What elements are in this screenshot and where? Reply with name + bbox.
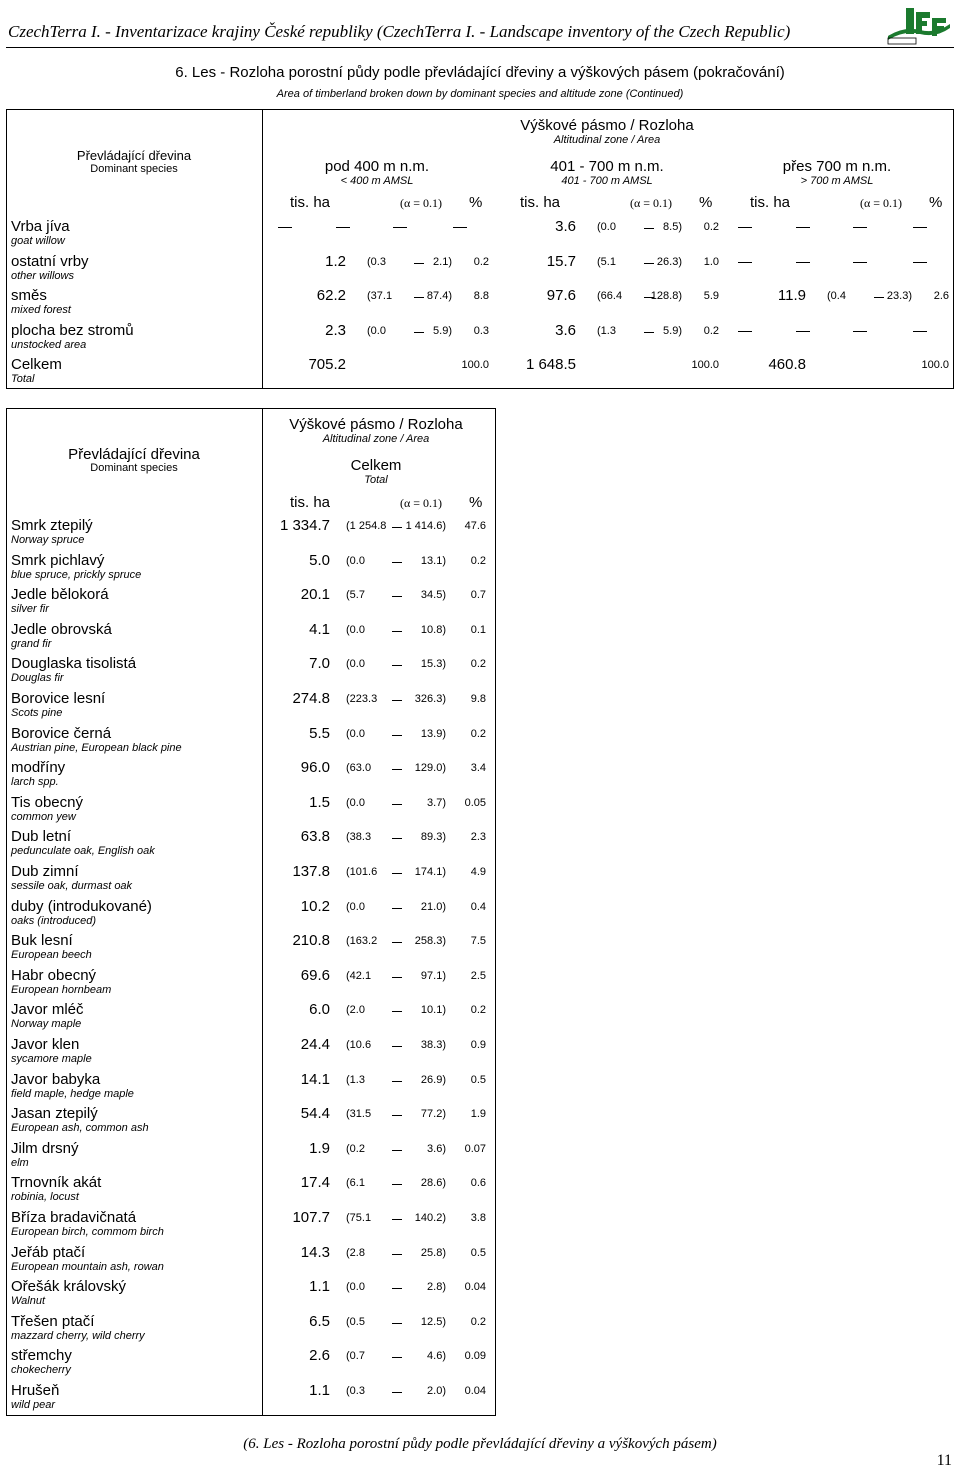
table1-col-alpha: (α = 0.1)	[630, 196, 673, 210]
table1-cell-ci-low: (66.4	[597, 290, 623, 302]
table1-col-tis: tis. ha	[290, 194, 331, 211]
table1-row-label: Vrba jíva	[11, 218, 70, 235]
table1-col-tis: tis. ha	[520, 194, 561, 211]
table2-cell-ci-low: (1 254.8	[346, 520, 387, 532]
table2-cell-pct: 1.9	[470, 1108, 486, 1121]
table2-row-label: Trnovník akát	[11, 1174, 102, 1192]
table2-cell-ci-low: (0.0	[346, 1281, 365, 1294]
table2-row-sublabel: blue spruce, prickly spruce	[11, 568, 142, 581]
table1-cell-pct: 0.3	[473, 324, 489, 337]
table1-cell-ci-low: (0.0	[597, 221, 616, 233]
table2-cell-ci-low: (223.3	[346, 693, 378, 705]
table1-row-sublabel: other willows	[11, 269, 74, 282]
table1-col-alpha: (α = 0.1)	[400, 196, 443, 210]
table2-row-label: Jeřáb ptačí	[11, 1243, 86, 1261]
table2-cell-ci-high: 97.1)	[420, 969, 446, 982]
table2-cell-pct: 47.6	[464, 520, 486, 532]
table2-cell-value: 6.0	[309, 1001, 330, 1019]
table1-cell-ci-low: (5.1	[597, 255, 616, 268]
table1-row-label: Celkem	[11, 356, 62, 373]
table1-cell-pct: 100.0	[921, 359, 949, 371]
table2-cell-ci-high: 89.3)	[420, 831, 446, 844]
table1-empty-dash	[913, 227, 927, 228]
table2-cell-value: 10.2	[300, 897, 330, 915]
table2-row-sublabel: field maple, hedge maple	[11, 1087, 134, 1100]
table1-col-tis: tis. ha	[750, 194, 791, 211]
table1-empty-dash	[853, 262, 867, 263]
table2-zone-header: Výškové pásmo / Rozloha	[289, 416, 463, 433]
table2-row-sublabel: robinia, locust	[11, 1191, 79, 1204]
table2-row-label: Habr obecný	[11, 966, 97, 984]
table1-empty-dash	[278, 227, 292, 228]
table2-col-pct: %	[469, 494, 483, 511]
table2-row-sublabel: grand fir	[11, 637, 52, 650]
table1-cell-pct: 0.2	[703, 221, 719, 233]
table2-row-sublabel: larch spp.	[11, 776, 59, 789]
table2-cell-pct: 2.3	[470, 831, 486, 844]
table2-row-sublabel: sessile oak, durmast oak	[11, 880, 133, 892]
table2-cell-ci-high: 3.6)	[427, 1142, 446, 1155]
table1-cell-pct: 100.0	[461, 359, 489, 371]
table1-row-sublabel: mixed forest	[11, 304, 71, 316]
table2-row-label: Ořešák královský	[11, 1278, 127, 1296]
table1-cell-ci-high: 26.3)	[656, 255, 682, 268]
table2-cell-ci-low: (0.0	[346, 796, 365, 809]
table2-row-sublabel: Scots pine	[11, 707, 63, 719]
table1-species-header: Převládající dřevina	[76, 148, 192, 163]
table2-cell-value: 1.5	[309, 793, 330, 811]
table2-cell-pct: 3.8	[470, 1212, 486, 1224]
table2-cell-value: 6.5	[309, 1312, 330, 1330]
table2-row-sublabel: European beech	[11, 949, 92, 962]
table1-zone-header-sub: Altitudinal zone / Area	[553, 134, 661, 146]
table2-cell-ci-high: 26.9)	[420, 1073, 446, 1086]
table2-cell-pct: 0.6	[470, 1177, 486, 1190]
table2-cell-ci-low: (0.0	[346, 623, 365, 636]
table1-empty-dash	[336, 227, 350, 228]
table2-row-sublabel: oaks (introduced)	[11, 914, 96, 927]
table2-row-sublabel: European ash, common ash	[11, 1122, 149, 1135]
table2-cell-ci-low: (31.5	[346, 1108, 372, 1121]
table1-row-label: směs	[11, 287, 47, 304]
table2-row-sublabel: chokecherry	[11, 1364, 71, 1377]
table2-cell-ci-low: (6.1	[346, 1177, 365, 1190]
table1-cell-value: 2.3	[325, 321, 346, 339]
table2-cell-value: 17.4	[300, 1174, 330, 1192]
header-rule	[6, 47, 954, 48]
table2-row-sublabel: Austrian pine, European black pine	[11, 741, 182, 754]
table1-species-divider	[262, 109, 263, 389]
table1-zone-sub: 401 - 700 m AMSL	[561, 175, 653, 187]
table2-cell-ci-high: 1 414.6)	[405, 520, 446, 532]
table1-cell-value: 15.7	[546, 252, 576, 270]
table1-row-sublabel: goat willow	[11, 235, 65, 247]
table2-row-label: modříny	[11, 759, 66, 777]
table2-col-alpha: (α = 0.1)	[400, 496, 443, 510]
table2-cell-ci-low: (75.1	[346, 1212, 372, 1224]
table1-cell-value: 705.2	[308, 356, 346, 373]
table2-cell-pct: 0.2	[470, 1004, 486, 1017]
table2-cell-ci-high: 12.5)	[420, 1315, 446, 1328]
table2-cell-ci-high: 174.1)	[414, 866, 446, 878]
table1-row-label: plocha bez stromů	[11, 321, 134, 339]
document-header-title: CzechTerra I. - Inventarizace krajiny České republiky (CzechTerra I. - Landscape inventory of the Czech Republic)	[8, 22, 791, 41]
table2-cell-value: 137.8	[292, 863, 330, 880]
table2-cell-ci-high: 4.6)	[427, 1350, 446, 1363]
table2-cell-value: 7.0	[309, 655, 330, 673]
table2-cell-ci-high: 77.2)	[420, 1108, 446, 1121]
table2-cell-value: 96.0	[300, 759, 330, 777]
table2-row-label: Dub letní	[11, 828, 72, 846]
table1-empty-dash	[393, 227, 407, 228]
table2-row-label: duby (introdukované)	[11, 897, 152, 915]
table2-row-label: Javor babyka	[11, 1070, 101, 1088]
table1-zone-name: pod 400 m n.m.	[324, 158, 430, 175]
table1-zone-sub: > 700 m AMSL	[800, 175, 874, 187]
table2-row-label: Borovice černá	[11, 724, 112, 742]
table1-empty-dash	[738, 262, 752, 263]
section-subtitle: Area of timberland broken down by dominant species and altitude zone (Continued)	[276, 88, 684, 100]
table2-row-label: Smrk pichlavý	[11, 551, 105, 569]
table2-row-label: Buk lesní	[11, 932, 73, 950]
table2-cell-value: 5.5	[309, 724, 330, 742]
table2-cell-value: 2.6	[309, 1347, 330, 1365]
table2-cell-value: 1.9	[309, 1139, 330, 1157]
table2-cell-value: 14.1	[300, 1070, 330, 1088]
table2-zone-header-sub: Altitudinal zone / Area	[322, 433, 430, 445]
table1-cell-value: 11.9	[777, 287, 806, 304]
table2-cell-ci-low: (2.0	[346, 1004, 365, 1017]
table2-cell-pct: 0.04	[464, 1281, 486, 1294]
table2-cell-pct: 0.2	[470, 554, 486, 567]
table2-row-sublabel: European birch, commom birch	[11, 1226, 164, 1238]
table2-cell-ci-low: (5.7	[346, 589, 365, 602]
table1-cell-pct: 2.6	[933, 290, 949, 302]
table1-cell-pct: 5.9	[703, 290, 719, 302]
table1-cell-ci-low: (1.3	[597, 324, 616, 337]
table1-empty-dash	[738, 331, 752, 332]
table2-cell-value: 1.1	[309, 1382, 330, 1399]
table2-cell-pct: 9.8	[470, 693, 486, 705]
table1-col-pct: %	[699, 194, 713, 211]
table2-cell-value: 54.4	[300, 1105, 330, 1123]
table1-row-label: ostatní vrby	[11, 252, 89, 270]
table2-cell-pct: 0.4	[470, 900, 486, 913]
table2-row-sublabel: wild pear	[11, 1399, 56, 1411]
table2-cell-value: 63.8	[300, 828, 330, 846]
table2-row-sublabel: mazzard cherry, wild cherry	[11, 1329, 145, 1342]
table2-row-sublabel: silver fir	[11, 603, 49, 616]
table2-col-tis: tis. ha	[290, 494, 331, 511]
table2-cell-pct: 2.5	[470, 969, 486, 982]
table1-empty-dash	[913, 331, 927, 332]
table2-cell-ci-low: (0.7	[346, 1350, 365, 1363]
table2-cell-ci-high: 129.0)	[414, 762, 446, 775]
table2-cell-ci-high: 10.8)	[420, 623, 446, 636]
table2-row-sublabel: elm	[11, 1156, 29, 1169]
table1-cell-value: 1.2	[325, 252, 346, 270]
table1-cell-ci-high: 87.4)	[426, 290, 452, 302]
table2-cell-ci-low: (2.8	[346, 1246, 365, 1259]
table2-cell-ci-low: (0.0	[346, 554, 365, 567]
table2-cell-value: 1 334.7	[279, 517, 330, 534]
table1-cell-ci-high: 5.9)	[433, 324, 452, 337]
table1-col-alpha: (α = 0.1)	[860, 196, 903, 210]
table2-cell-pct: 0.5	[470, 1246, 486, 1259]
table1-zone-header: Výškové pásmo / Rozloha	[520, 117, 694, 134]
table2-cell-value: 69.6	[300, 966, 330, 984]
table2-cell-ci-low: (0.3	[346, 1385, 365, 1397]
table1-cell-value: 3.6	[555, 321, 576, 339]
table2-row-label: Borovice lesní	[11, 690, 106, 707]
table2-row-label: Bříza bradavičnatá	[11, 1209, 137, 1226]
table2-cell-ci-high: 10.1)	[420, 1004, 446, 1017]
table2-cell-pct: 0.5	[470, 1073, 486, 1086]
table2-cell-value: 14.3	[300, 1243, 330, 1261]
table1-col-pct: %	[929, 194, 943, 211]
ifer-logo	[884, 2, 954, 46]
table1-cell-value: 62.2	[316, 287, 346, 304]
table2-cell-ci-high: 28.6)	[420, 1177, 446, 1190]
page-number: 11	[936, 1452, 952, 1469]
table2-row-sublabel: Norway maple	[11, 1018, 82, 1031]
table1-cell-ci-high: 2.1)	[433, 255, 452, 268]
table1-cell-ci-high: 23.3)	[886, 290, 912, 302]
table2-cell-pct: 3.4	[470, 762, 486, 775]
table1-empty-dash	[796, 331, 810, 332]
table2-cell-pct: 0.2	[470, 1315, 486, 1328]
table1-cell-ci-low: (0.4	[827, 290, 846, 302]
table2-cell-ci-high: 3.7)	[427, 796, 446, 809]
table2-row-label: Douglaska tisolistá	[11, 655, 137, 673]
table2-cell-ci-low: (0.0	[346, 658, 365, 671]
table2-cell-pct: 0.07	[464, 1142, 486, 1155]
table1-cell-pct: 0.2	[473, 255, 489, 268]
table1-empty-dash	[853, 331, 867, 332]
table2-row-sublabel: Norway spruce	[11, 534, 85, 546]
table2-row-sublabel: European hornbeam	[11, 983, 112, 996]
table2-row-sublabel: sycamore maple	[11, 1053, 92, 1065]
table1-zone-name: přes 700 m n.m.	[782, 158, 892, 175]
table2-cell-pct: 0.09	[464, 1350, 486, 1363]
table2-row-sublabel: Douglas fir	[11, 672, 64, 685]
table2-row-sublabel: Walnut	[11, 1295, 46, 1308]
table2-cell-pct: 0.05	[464, 796, 486, 809]
table2-cell-pct: 0.1	[470, 623, 486, 636]
table1-empty-dash	[913, 262, 927, 263]
table2-cell-ci-low: (1.3	[346, 1073, 365, 1086]
table1-cell-ci-high: 8.5)	[663, 221, 682, 233]
table2-row-label: Dub zimní	[11, 863, 79, 880]
table2-total-header: Celkem	[350, 457, 402, 474]
table2-cell-pct: 0.7	[470, 589, 486, 602]
table2-cell-ci-high: 21.0)	[420, 900, 446, 913]
table2-cell-ci-high: 2.0)	[427, 1385, 446, 1397]
table1-zone-sub: < 400 m AMSL	[340, 175, 414, 187]
table2-total-header-sub: Total	[364, 474, 388, 486]
table1-empty-dash	[453, 227, 467, 228]
table2-cell-ci-high: 140.2)	[414, 1212, 446, 1224]
table1-cell-ci-low: (37.1	[367, 290, 393, 302]
table2-row-label: Třešen ptačí	[11, 1312, 95, 1330]
table2-cell-ci-low: (101.6	[346, 866, 378, 878]
table2-cell-ci-low: (0.2	[346, 1142, 365, 1155]
table2-cell-pct: 0.04	[464, 1385, 486, 1397]
table1-cell-pct: 100.0	[691, 359, 719, 371]
table2-cell-ci-low: (38.3	[346, 831, 372, 844]
table2-cell-ci-high: 34.5)	[420, 589, 446, 602]
table2-cell-ci-high: 38.3)	[420, 1039, 446, 1051]
table1-row-sublabel: Total	[11, 373, 35, 385]
table2-row-label: Javor mléč	[11, 1001, 84, 1019]
table2-cell-ci-high: 13.1)	[420, 554, 446, 567]
table1-empty-dash	[796, 227, 810, 228]
table1-row-sublabel: unstocked area	[11, 338, 87, 351]
table2-cell-value: 210.8	[292, 932, 330, 950]
table1-col-pct: %	[469, 194, 483, 211]
table2-cell-pct: 0.2	[470, 727, 486, 740]
table2-row-sublabel: pedunculate oak, English oak	[11, 845, 155, 858]
table2-cell-pct: 0.9	[470, 1039, 486, 1051]
table2-cell-ci-low: (0.5	[346, 1315, 365, 1328]
table2-cell-value: 24.4	[300, 1036, 330, 1053]
table2-cell-ci-low: (63.0	[346, 762, 372, 775]
table2-cell-ci-low: (42.1	[346, 969, 372, 982]
table2-row-label: střemchy	[11, 1347, 72, 1365]
table1-empty-dash	[738, 227, 752, 228]
table1-species-header-sub: Dominant species	[90, 163, 178, 175]
table2-row-label: Smrk ztepilý	[11, 517, 93, 534]
table2-row-label: Javor klen	[11, 1036, 80, 1053]
table2-row-label: Jasan ztepilý	[11, 1105, 98, 1123]
table1-cell-ci-low: (0.0	[367, 324, 386, 337]
table2-cell-ci-high: 13.9)	[420, 727, 446, 740]
table2-species-header-sub: Dominant species	[90, 462, 178, 474]
footer-caption: (6. Les - Rozloha porostní půdy podle převládající dřeviny a výškových pásem)	[243, 1436, 717, 1452]
table1-zone-name: 401 - 700 m n.m.	[550, 158, 664, 175]
table2-cell-ci-low: (0.0	[346, 900, 365, 913]
table2-cell-pct: 7.5	[470, 935, 486, 948]
table2-cell-value: 274.8	[292, 690, 330, 707]
table2-row-sublabel: European mountain ash, rowan	[11, 1260, 164, 1273]
table2-row-sublabel: common yew	[11, 810, 76, 823]
table2-cell-value: 4.1	[309, 620, 330, 638]
table1-cell-value: 3.6	[555, 218, 576, 235]
table2-cell-pct: 4.9	[470, 866, 486, 878]
table2-cell-ci-high: 25.8)	[420, 1246, 446, 1259]
table2-cell-ci-low: (10.6	[346, 1039, 372, 1051]
table1-cell-value: 460.8	[768, 356, 806, 373]
table1-cell-pct: 0.2	[703, 324, 719, 337]
table1-cell-ci-low: (0.3	[367, 255, 386, 268]
table2-species-header: Převládající dřevina	[68, 446, 200, 463]
table1-cell-ci-high: 128.8)	[650, 290, 682, 302]
table2-cell-value: 5.0	[309, 551, 330, 569]
table1-cell-value: 1 648.5	[525, 356, 576, 373]
table2-row-label: Tis obecný	[11, 793, 83, 811]
table1-cell-pct: 8.8	[473, 290, 489, 302]
table2-row-label: Jedle obrovská	[11, 620, 112, 638]
table2-cell-value: 107.7	[292, 1209, 330, 1226]
table1-cell-ci-high: 5.9)	[663, 324, 682, 337]
table1-empty-dash	[796, 262, 810, 263]
table2-row-label: Hrušeň	[11, 1382, 60, 1399]
table2-row-label: Jilm drsný	[11, 1139, 79, 1157]
table2-cell-ci-low: (163.2	[346, 935, 378, 948]
table2-cell-value: 20.1	[300, 586, 330, 604]
table2-cell-ci-high: 15.3)	[420, 658, 446, 671]
table2-cell-ci-high: 326.3)	[414, 693, 446, 705]
section-title: 6. Les - Rozloha porostní půdy podle převládající dřeviny a výškových pásem (pokračování)	[175, 64, 785, 81]
table2-cell-pct: 0.2	[470, 658, 486, 671]
table1-cell-pct: 1.0	[703, 255, 719, 268]
table2-cell-ci-high: 258.3)	[414, 935, 446, 948]
table1-cell-value: 97.6	[546, 287, 576, 304]
table1-empty-dash	[853, 227, 867, 228]
table2-row-label: Jedle bělokorá	[11, 586, 109, 604]
table2-cell-ci-low: (0.0	[346, 727, 365, 740]
table2-cell-ci-high: 2.8)	[427, 1281, 446, 1294]
table2-cell-value: 1.1	[309, 1278, 330, 1296]
